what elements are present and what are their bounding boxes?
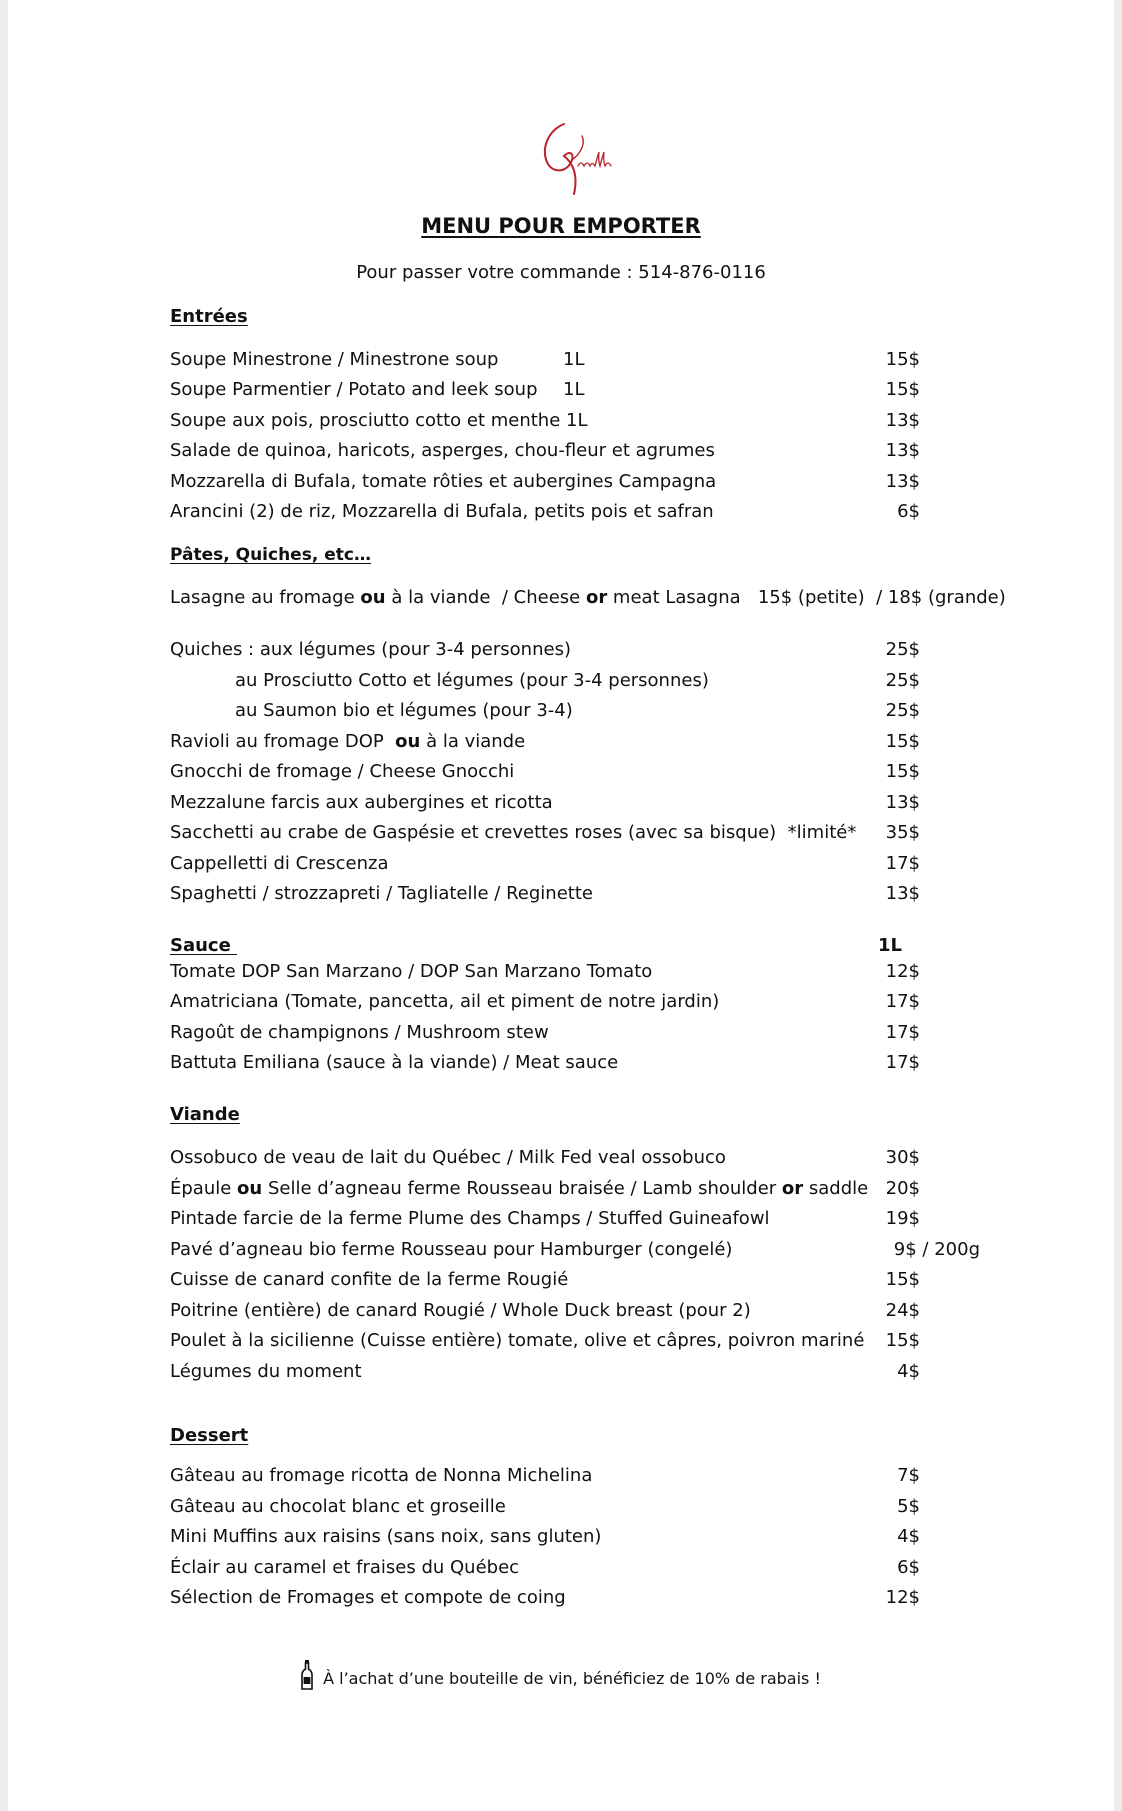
menu-item — [170, 698, 920, 724]
item-price: 17$ — [885, 853, 920, 874]
item-price: 7$ — [897, 1465, 920, 1486]
item-name: Éclair au caramel et fraises du Québec — [170, 1557, 520, 1578]
item-name: Légumes du moment — [170, 1361, 362, 1382]
item-price: 15$ — [885, 1269, 920, 1290]
item-name-part: à la viande — [420, 731, 526, 752]
lasagna-prices: meat Lasagna 15$ (petite) / 18$ (grande) — [607, 587, 1006, 608]
item-price: 13$ — [885, 471, 920, 492]
menu-item — [170, 729, 920, 755]
item-name-part: Épaule — [170, 1178, 238, 1199]
item-price: 4$ — [897, 1526, 920, 1547]
section-heading-dessert: Dessert — [170, 1425, 249, 1446]
section-heading-pates: Pâtes, Quiches, etc… — [170, 545, 371, 565]
item-price: 12$ — [885, 1587, 920, 1608]
item-name: Cuisse de canard confite de la ferme Rougié — [170, 1269, 569, 1290]
item-name: Sacchetti au crabe de Gaspésie et crevettes roses (avec sa bisque) *limité* — [170, 822, 857, 843]
item-name: Mezzalune farcis aux aubergines et ricotta — [170, 792, 553, 813]
item-price: 13$ — [885, 410, 920, 431]
item-name: Pavé d’agneau bio ferme Rousseau pour Hamburger (congelé) — [170, 1239, 733, 1260]
menu-item — [170, 790, 920, 816]
item-name: au Saumon bio et légumes (pour 3-4) — [235, 700, 573, 721]
menu-item — [170, 989, 920, 1015]
wine-discount-note — [8, 1660, 1114, 1690]
menu-item — [170, 1298, 920, 1324]
item-name: Poulet à la sicilienne (Cuisse entière) tomate, olive et câpres, poivron mariné — [170, 1330, 865, 1351]
item-name: Sélection de Fromages et compote de coing — [170, 1587, 566, 1608]
lasagna-line — [170, 587, 1006, 608]
item-price: 24$ — [885, 1300, 920, 1321]
item-price: 17$ — [885, 1022, 920, 1043]
menu-item — [170, 1555, 920, 1581]
wine-bottle-icon — [301, 1660, 313, 1690]
item-price: 25$ — [885, 700, 920, 721]
section-heading-entrees: Entrées — [170, 306, 248, 327]
menu-item — [170, 1359, 920, 1385]
item-name: Mozzarella di Bufala, tomate rôties et aubergines Campagna — [170, 471, 717, 492]
item-name: Ragoût de champignons / Mushroom stew — [170, 1022, 549, 1043]
item-name: Gâteau au fromage ricotta de Nonna Michelina — [170, 1465, 593, 1486]
item-price: 19$ — [885, 1208, 920, 1229]
item-price: 15$ — [885, 731, 920, 752]
item-name — [170, 729, 525, 755]
item-price: 35$ — [885, 822, 920, 843]
menu-item — [170, 377, 920, 403]
item-volume: 1L — [563, 349, 585, 370]
menu-item — [170, 881, 920, 907]
menu-item — [170, 438, 920, 464]
restaurant-logo — [534, 114, 624, 198]
menu-title: MENU POUR EMPORTER — [421, 214, 701, 238]
item-name: Gnocchi de fromage / Cheese Gnocchi — [170, 761, 515, 782]
item-price: 15$ — [885, 349, 920, 370]
item-name: Quiches : aux légumes (pour 3-4 personnes) — [170, 639, 571, 660]
menu-item — [170, 1145, 920, 1171]
sauce-volume-header: 1L — [878, 935, 902, 956]
item-name: Spaghetti / strozzapreti / Tagliatelle / Reginette — [170, 883, 593, 904]
section-heading-sauce: Sauce — [170, 935, 238, 956]
item-name: Arancini (2) de riz, Mozzarella di Bufala, petits pois et safran — [170, 501, 714, 522]
lasagna-text: Lasagne au fromage — [170, 587, 361, 608]
menu-item — [170, 347, 920, 373]
item-name: Soupe Minestrone / Minestrone soup — [170, 349, 499, 370]
discount-text: À l’achat d’une bouteille de vin, bénéficiez de 10% de rabais ! — [323, 1669, 821, 1688]
menu-item — [170, 408, 920, 434]
lasagna-text: à la viande / Cheese — [385, 587, 586, 608]
item-price: 15$ — [885, 379, 920, 400]
menu-item — [170, 637, 920, 663]
item-price: 17$ — [885, 991, 920, 1012]
lasagna-or-en: or — [585, 587, 608, 608]
item-price: 15$ — [885, 1330, 920, 1351]
item-price: 13$ — [885, 440, 920, 461]
item-name-part: Ravioli au fromage DOP — [170, 731, 396, 752]
item-name-part: Selle d’agneau ferme Rousseau braisée / Lamb shoulder — [262, 1178, 782, 1199]
item-price: 20$ — [885, 1178, 920, 1199]
menu-item — [170, 1237, 980, 1263]
item-name-bold: ou — [395, 731, 421, 752]
item-name: Ossobuco de veau de lait du Québec / Milk Fed veal ossobuco — [170, 1147, 726, 1168]
menu-item — [170, 469, 920, 495]
item-price: 6$ — [897, 1557, 920, 1578]
item-name-bold: ou — [237, 1178, 263, 1199]
lasagna-or-fr: ou — [360, 587, 386, 608]
menu-item — [170, 1494, 920, 1520]
item-volume: 1L — [563, 379, 585, 400]
item-price: 6$ — [897, 501, 920, 522]
item-name: Cappelletti di Crescenza — [170, 853, 389, 874]
item-name: Soupe Parmentier / Potato and leek soup — [170, 379, 538, 400]
item-name: Salade de quinoa, haricots, asperges, chou-fleur et agrumes — [170, 440, 715, 461]
item-name — [170, 1176, 868, 1202]
menu-item — [170, 1328, 920, 1354]
menu-page — [8, 0, 1114, 1811]
item-name: Gâteau au chocolat blanc et groseille — [170, 1496, 506, 1517]
menu-item — [170, 1050, 920, 1076]
item-name: Soupe aux pois, prosciutto cotto et menthe 1L — [170, 410, 588, 431]
item-price: 12$ — [885, 961, 920, 982]
section-heading-viande: Viande — [170, 1104, 240, 1125]
item-price: 30$ — [885, 1147, 920, 1168]
item-name: Poitrine (entière) de canard Rougié / Whole Duck breast (pour 2) — [170, 1300, 751, 1321]
menu-item — [170, 1206, 920, 1232]
item-price: 25$ — [885, 639, 920, 660]
menu-item — [170, 1020, 920, 1046]
menu-item — [170, 499, 920, 525]
item-name: Mini Muffins aux raisins (sans noix, sans gluten) — [170, 1526, 602, 1547]
item-price: 13$ — [885, 792, 920, 813]
item-price: 9$ / 200g — [893, 1239, 980, 1260]
menu-item — [170, 959, 920, 985]
item-name: Pintade farcie de la ferme Plume des Champs / Stuffed Guineafowl — [170, 1208, 770, 1229]
menu-item — [170, 820, 920, 846]
item-price: 4$ — [897, 1361, 920, 1382]
item-price: 13$ — [885, 883, 920, 904]
item-name-bold: or — [781, 1178, 804, 1199]
menu-item — [170, 1267, 920, 1293]
order-phone-line: Pour passer votre commande : 514-876-0116 — [356, 262, 766, 283]
item-name: Battuta Emiliana (sauce à la viande) / Meat sauce — [170, 1052, 619, 1073]
menu-item — [170, 851, 920, 877]
item-price: 5$ — [897, 1496, 920, 1517]
menu-item — [170, 1585, 920, 1611]
menu-item — [170, 1463, 920, 1489]
menu-item — [170, 759, 920, 785]
item-price: 15$ — [885, 761, 920, 782]
menu-item — [170, 1176, 920, 1202]
item-price: 17$ — [885, 1052, 920, 1073]
item-name: Amatriciana (Tomate, pancetta, ail et piment de notre jardin) — [170, 991, 720, 1012]
item-name: Tomate DOP San Marzano / DOP San Marzano Tomato — [170, 961, 653, 982]
item-price: 25$ — [885, 670, 920, 691]
item-name-part: saddle — [803, 1178, 869, 1199]
menu-item — [170, 1524, 920, 1550]
menu-item — [170, 668, 920, 694]
item-name: au Prosciutto Cotto et légumes (pour 3-4 personnes) — [235, 670, 709, 691]
